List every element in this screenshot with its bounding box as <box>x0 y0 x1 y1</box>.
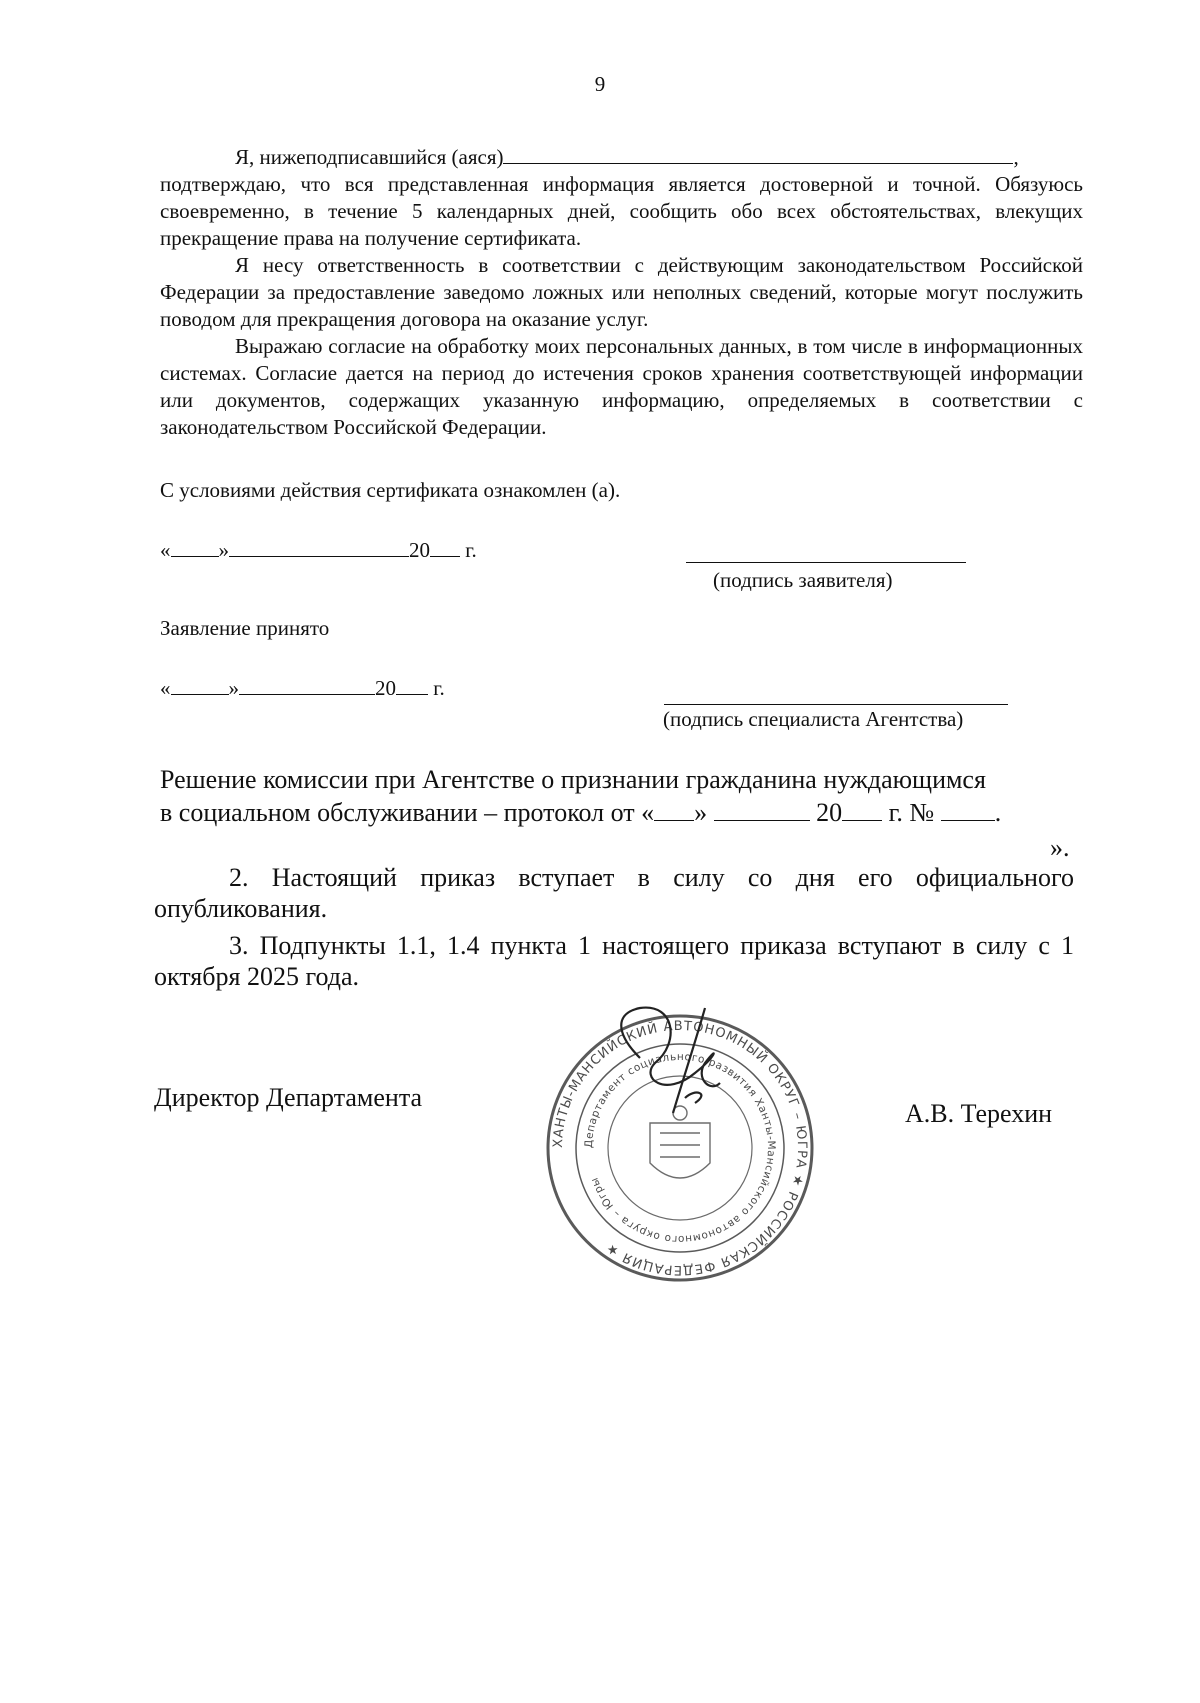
year-suffix: г. <box>465 538 477 562</box>
applicant-signature-caption: (подпись заявителя) <box>713 568 893 592</box>
signatory-position: Директор Департамента <box>154 1083 423 1112</box>
signer-line <box>160 143 1083 171</box>
decision-day-blank <box>654 796 694 821</box>
signatory-name: А.В. Терехин <box>905 1099 1053 1128</box>
month-blank <box>229 536 409 557</box>
decision-protocol-prefix: в социальном обслуживании – протокол от « <box>160 798 655 827</box>
month-blank <box>239 674 375 695</box>
specialist-signature-caption: (подпись специалиста Агентства) <box>663 707 964 731</box>
signer-name-blank <box>503 143 1013 164</box>
applicant-signature-line <box>686 562 966 563</box>
declaration-paragraph-1: подтверждаю, что вся представленная информация является достоверной и точной. Обязуюсь своевременно, в течение 5 календарных дней, сообщить обо всех обстоятельствах, влекущих прекращение права на получение сертификата. <box>160 172 1083 250</box>
decision-closing: ». <box>1050 833 1070 862</box>
clauses-block <box>154 862 1074 992</box>
specialist-signature-line <box>664 704 1008 705</box>
decision-year-blank <box>842 796 882 821</box>
year-prefix: 20 <box>409 538 430 562</box>
decision-line-end: . <box>994 798 1002 827</box>
decision-line-2 <box>160 796 1001 828</box>
day-blank <box>171 536 219 557</box>
day-blank <box>171 674 229 695</box>
accepted-label: Заявление принято <box>160 616 330 640</box>
declaration-paragraph-3: Выражаю согласие на обработку моих персональных данных, в том числе в информационных системах. Согласие дается на период до истечения сроков хранения соответствующей информации или документов, содержащих указанную информацию, определяемых в соответствии с законодательством Российской Федерации. <box>160 334 1083 439</box>
year-prefix: 20 <box>375 676 396 700</box>
date-close-quote: » <box>228 676 239 700</box>
clause-3: 3. Подпункты 1.1, 1.4 пункта 1 настоящего приказа вступают в силу с 1 октября 2025 года. <box>154 931 1074 991</box>
decision-line-1: Решение комиссии при Агентстве о признании гражданина нуждающимся <box>160 765 986 794</box>
coat-of-arms-icon <box>650 1106 710 1178</box>
year-suffix: г. <box>433 676 445 700</box>
svg-text:Департамент социального развит <box>583 1051 777 1245</box>
decision-number-blank <box>941 796 995 821</box>
seal-inner-text: Департамент социального развития Ханты-Мансийского автономного округа – Югры <box>582 1050 778 1246</box>
date-line-specialist <box>160 674 445 701</box>
clause-2: 2. Настоящий приказ вступает в силу со дня его официального опубликования. <box>154 863 1074 923</box>
decision-quote-close: » <box>694 798 708 827</box>
year-blank <box>396 674 428 695</box>
declaration-block <box>160 143 1083 441</box>
date-line-applicant <box>160 536 477 563</box>
seal-outer-text: ХАНТЫ-МАНСИЙСКИЙ АВТОНОМНЫЙ ОКРУГ – ЮГРА ★ РОССИЙСКАЯ ФЕДЕРАЦИЯ ★ <box>550 1018 810 1278</box>
date-open-quote: « <box>160 676 171 700</box>
signer-prefix: Я, нижеподписавшийся (аяся) <box>235 145 504 169</box>
year-blank <box>430 536 460 557</box>
page-number: 9 <box>594 72 606 96</box>
acquainted-statement: С условиями действия сертификата ознакомлен (а). <box>160 478 621 502</box>
signer-suffix: , <box>1013 145 1019 169</box>
decision-year-prefix: 20 <box>816 798 843 827</box>
date-close-quote: » <box>218 538 229 562</box>
official-seal <box>545 1003 815 1293</box>
decision-number-label: г. № <box>888 798 935 827</box>
decision-month-blank <box>714 796 810 821</box>
date-open-quote: « <box>160 538 171 562</box>
declaration-paragraph-2: Я несу ответственность в соответствии с действующим законодательством Российской Федерации за предоставление заведомо ложных или неполных сведений, которые могут послужить поводом для прекращения договора на оказание услуг. <box>160 253 1083 331</box>
